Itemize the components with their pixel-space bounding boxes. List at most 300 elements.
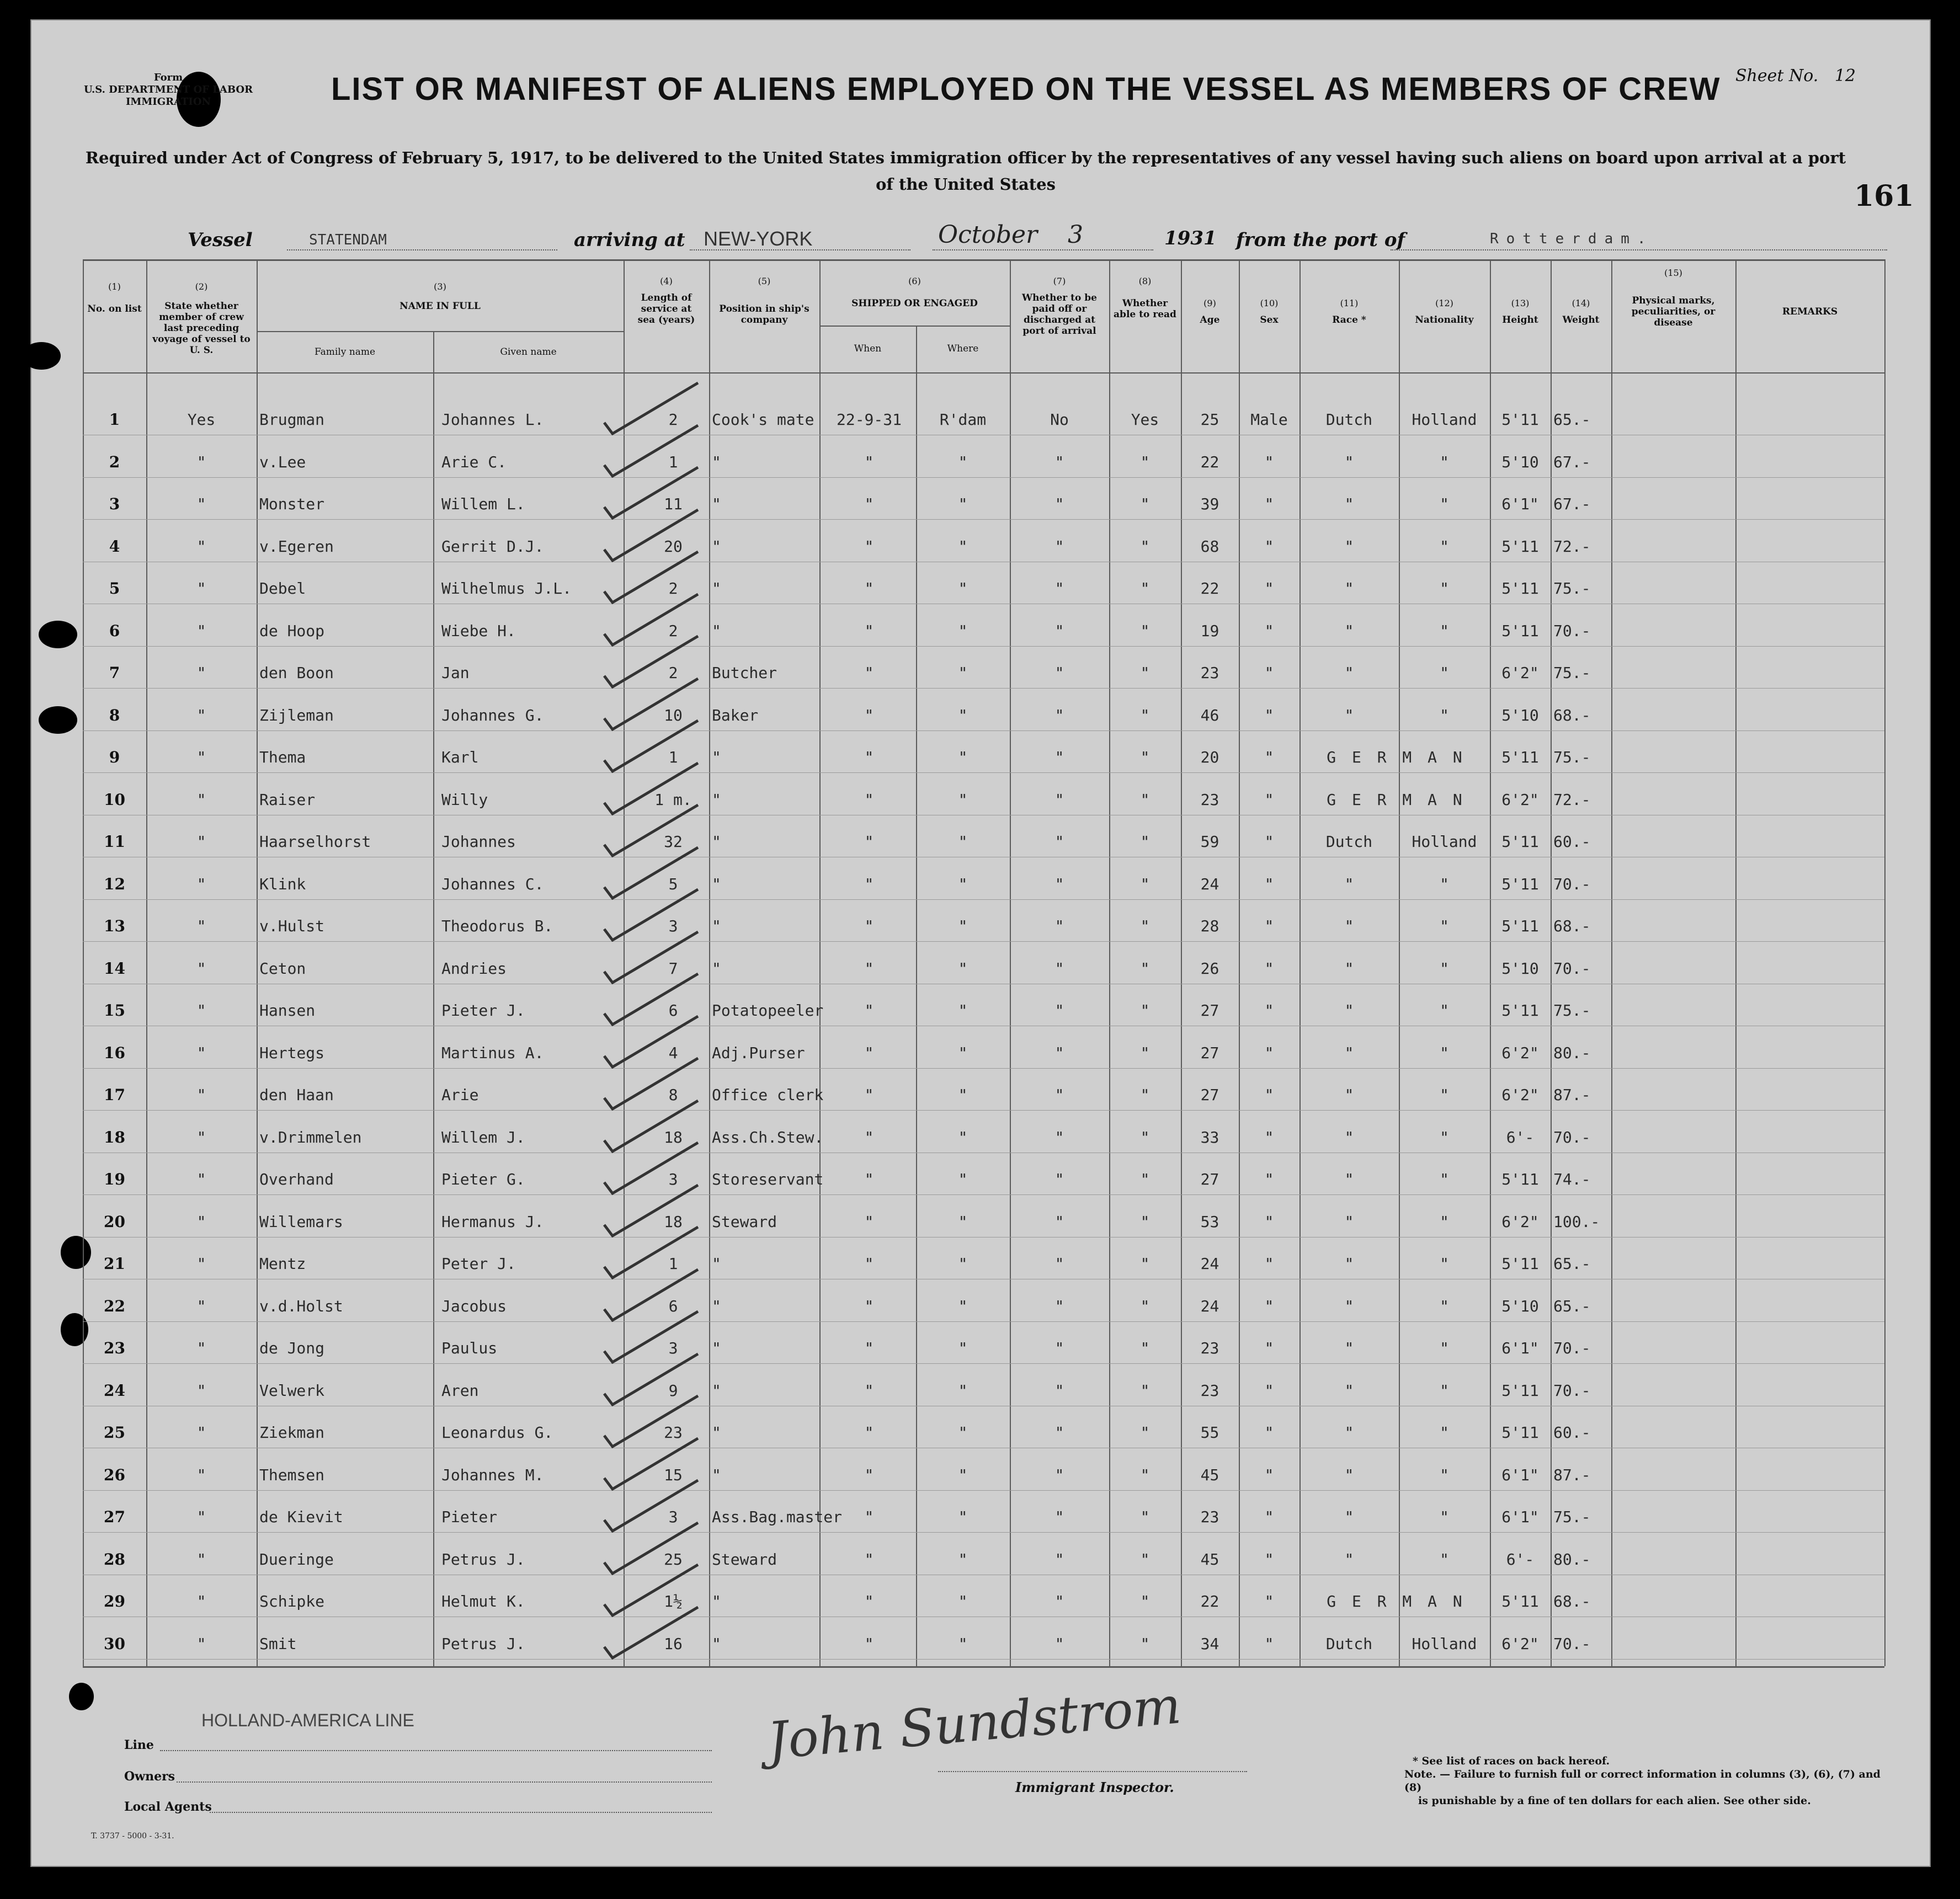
read-cell: " [1140,1255,1150,1273]
when-cell: " [864,1550,874,1569]
crew-cell: " [196,1086,206,1104]
read-cell: " [1140,1339,1150,1357]
sex-cell: " [1264,621,1274,640]
when-cell: " [864,706,874,724]
where-cell: R'dam [939,410,987,429]
family-name-cell: v.d.Holst [259,1297,343,1315]
height-cell: 6'1" [1501,1508,1539,1526]
family-name-cell: Hansen [259,1001,316,1020]
height-cell: 5'11 [1501,1170,1539,1188]
race-cell: " [1344,1465,1354,1484]
height-cell: 5'10 [1501,1297,1539,1315]
crew-cell: " [196,748,206,766]
height-cell: 6'- [1506,1550,1535,1569]
service-cell: 6 [668,1297,678,1315]
where-cell: " [958,1001,968,1020]
paid-cell: " [1054,1255,1064,1273]
sheet-number-block [1735,66,1856,86]
height-cell: 5'11 [1501,1592,1539,1610]
race-cell: " [1344,874,1354,893]
crew-cell: " [196,1423,206,1442]
where-cell: " [958,917,968,935]
height-cell: 6'1" [1501,495,1539,513]
paid-cell: " [1054,706,1064,724]
row-separator [83,646,1884,647]
col-header-shipped: SHIPPED OR ENGAGED [851,298,978,309]
when-cell: " [864,1297,874,1315]
crew-cell: " [196,1381,206,1400]
col-header-family: Family name [314,346,376,358]
where-cell: " [958,874,968,893]
weight-cell: 68.- [1553,706,1591,724]
service-cell: 10 [664,706,683,724]
line-label: Line [124,1738,154,1752]
given-name-cell: Johannes C. [441,874,544,893]
height-cell: 5'11 [1501,833,1539,851]
arrival-day: 3 [1068,221,1083,249]
service-cell: 3 [668,1508,678,1526]
nationality-cell: Holland [1412,410,1477,429]
read-cell: " [1140,664,1150,682]
vessel-label: Vessel [188,229,253,251]
family-name-cell: Smit [259,1634,297,1653]
col-header-age: Age [1200,314,1220,326]
paid-cell: " [1054,452,1064,471]
paid-cell: " [1054,664,1064,682]
position-cell: Potatopeeler [712,1001,824,1020]
crew-cell: " [196,1001,206,1020]
when-cell: " [864,959,874,978]
col-header-read: Whether able to read [1114,298,1176,320]
height-cell: 6'2" [1501,1086,1539,1104]
row-number: 5 [109,579,120,598]
family-name-cell: den Boon [259,664,334,682]
position-cell: " [712,1423,721,1442]
when-cell: " [864,790,874,809]
weight-cell: 100.- [1553,1212,1600,1231]
age-cell: 27 [1200,1043,1219,1062]
read-cell: " [1140,1001,1150,1020]
height-cell: 6'- [1506,1128,1535,1146]
where-cell: " [958,959,968,978]
given-name-cell: Jan [441,664,470,682]
nationality-cell: " [1440,1086,1449,1104]
row-number: 28 [104,1550,125,1569]
sex-cell: " [1264,1001,1274,1020]
given-name-cell: Willy [441,790,488,809]
paid-cell: " [1054,537,1064,556]
nationality-cell: Holland [1412,833,1477,851]
sheet-number: 12 [1834,66,1856,86]
height-cell: 5'11 [1501,1255,1539,1273]
given-name-cell: Arie C. [441,452,507,471]
where-cell: " [958,1086,968,1104]
race-cell: " [1344,1255,1354,1273]
read-cell: " [1140,537,1150,556]
read-cell: " [1140,790,1150,809]
col-header-given: Given name [500,346,557,358]
row-separator [83,1659,1884,1660]
sex-cell: " [1264,537,1274,556]
row-separator [83,730,1884,731]
position-cell: " [712,748,721,766]
race-cell: " [1344,452,1354,471]
row-separator [83,477,1884,478]
nationality-cell: Holland [1412,1634,1477,1653]
when-cell: 22-9-31 [836,410,902,429]
punch-hole [39,621,77,648]
height-cell: 5'11 [1501,1001,1539,1020]
where-cell: " [958,579,968,598]
service-cell: 11 [664,495,683,513]
inspector-signature: John Sundstrom [765,1676,1184,1771]
nationality-cell: " [1440,664,1449,682]
given-name-cell: Wiebe H. [441,621,516,640]
sex-cell: " [1264,1170,1274,1188]
row-number: 4 [109,537,120,556]
service-label: IMMIGRATION [126,96,211,108]
given-name-cell: Leonardus G. [441,1423,553,1442]
nationality-cell: " [1440,1255,1449,1273]
family-name-cell: de Hoop [259,621,325,640]
local-agents-label: Local Agents [124,1800,212,1814]
nationality-cell: " [1440,537,1449,556]
row-number: 26 [104,1465,125,1484]
service-cell: 9 [668,1381,678,1400]
row-number: 9 [109,748,120,766]
height-cell: 5'10 [1501,452,1539,471]
nationality-cell: " [1440,1381,1449,1400]
family-name-cell: Thema [259,748,306,766]
col-header-weight: Weight [1562,314,1600,326]
row-separator [83,772,1884,773]
service-cell: 2 [668,410,678,429]
where-cell: " [958,1212,968,1231]
family-name-cell: Haarselhorst [259,833,371,851]
paid-cell: " [1054,579,1064,598]
service-cell: 1½ [664,1592,683,1610]
when-cell: " [864,1086,874,1104]
family-name-cell: de Kievit [259,1508,343,1526]
height-cell: 5'11 [1501,748,1539,766]
nationality-cell: " [1440,959,1449,978]
height-cell: 6'2" [1501,790,1539,809]
service-cell: 8 [668,1086,678,1104]
crew-cell: " [196,874,206,893]
owners-label: Owners [124,1769,175,1784]
weight-cell: 70.- [1553,1128,1591,1146]
read-cell: " [1140,1465,1150,1484]
service-cell: 3 [668,1339,678,1357]
row-number: 23 [104,1339,125,1357]
nationality-cell: " [1440,1465,1449,1484]
where-cell: " [958,1381,968,1400]
row-number: 30 [104,1634,125,1653]
age-cell: 45 [1200,1550,1219,1569]
where-cell: " [958,1339,968,1357]
nationality-cell: " [1440,579,1449,598]
age-cell: 22 [1200,579,1219,598]
service-cell: 3 [668,1170,678,1188]
paid-cell: " [1054,495,1064,513]
weight-cell: 67.- [1553,495,1591,513]
given-name-cell: Johannes M. [441,1465,544,1484]
height-cell: 6'2" [1501,1043,1539,1062]
sex-cell: " [1264,833,1274,851]
col-header-height: Height [1502,314,1538,326]
family-name-cell: Dueringe [259,1550,334,1569]
row-separator [83,688,1884,689]
race-cell: " [1344,1170,1354,1188]
row-number: 22 [104,1297,125,1315]
given-name-cell: Aren [441,1381,479,1400]
crew-cell: " [196,833,206,851]
weight-cell: 80.- [1553,1550,1591,1569]
punch-hole [69,1683,94,1710]
when-cell: " [864,1634,874,1653]
row-number: 29 [104,1592,125,1610]
given-name-cell: Pieter G. [441,1170,525,1188]
when-cell: " [864,1465,874,1484]
weight-cell: 70.- [1553,1381,1591,1400]
sex-cell: " [1264,1508,1274,1526]
nationality-cell: " [1440,917,1449,935]
col-header-nationality: Nationality [1415,314,1474,326]
family-name-cell: de Jong [259,1339,325,1357]
weight-cell: 75.- [1553,748,1591,766]
sex-cell: " [1264,706,1274,724]
read-cell: " [1140,1634,1150,1653]
crew-cell: " [196,1634,206,1653]
department-label: U.S. DEPARTMENT OF LABOR [83,84,253,95]
age-cell: 24 [1200,874,1219,893]
row-number: 13 [104,917,125,935]
read-cell: " [1140,452,1150,471]
service-cell: 1 [668,452,678,471]
sex-cell: " [1264,874,1274,893]
weight-cell: 68.- [1553,1592,1591,1610]
weight-cell: 70.- [1553,959,1591,978]
family-name-cell: Ziekman [259,1423,325,1442]
when-cell: " [864,1381,874,1400]
sex-cell: " [1264,1255,1274,1273]
family-name-cell: Overhand [259,1170,334,1188]
where-cell: " [958,1128,968,1146]
race-cell: G E R M A N [1327,790,1466,809]
row-number: 14 [104,959,125,978]
crew-cell: " [196,664,206,682]
when-cell: " [864,495,874,513]
age-cell: 23 [1200,1508,1219,1526]
race-cell: " [1344,1043,1354,1062]
service-cell: 2 [668,621,678,640]
nationality-cell: " [1440,1550,1449,1569]
nationality-cell: " [1440,1170,1449,1188]
age-cell: 27 [1200,1170,1219,1188]
when-cell: " [864,1255,874,1273]
age-cell: 33 [1200,1128,1219,1146]
row-number: 21 [104,1255,125,1273]
given-name-cell: Johannes G. [441,706,544,724]
given-name-cell: Petrus J. [441,1550,525,1569]
crew-cell: " [196,1170,206,1188]
where-cell: " [958,495,968,513]
read-cell: Yes [1131,410,1159,429]
race-cell: G E R M A N [1327,1592,1466,1610]
position-cell: " [712,1634,721,1653]
paid-cell: " [1054,1423,1064,1442]
family-name-cell: Themsen [259,1465,325,1484]
service-cell: 1 m. [654,790,692,809]
given-name-cell: Willem L. [441,495,525,513]
position-cell: " [712,1339,721,1357]
position-cell: Steward [712,1212,777,1231]
position-cell: " [712,1592,721,1610]
crew-cell: " [196,1339,206,1357]
where-cell: " [958,1297,968,1315]
paid-cell: No [1050,410,1069,429]
sex-cell: " [1264,1634,1274,1653]
crew-cell: Yes [187,410,216,429]
paid-cell: " [1054,1086,1064,1104]
age-cell: 53 [1200,1212,1219,1231]
where-cell: " [958,1170,968,1188]
service-cell: 6 [668,1001,678,1020]
row-number: 7 [109,664,120,682]
given-name-cell: Helmut K. [441,1592,525,1610]
paid-cell: " [1054,1297,1064,1315]
given-name-cell: Karl [441,748,479,766]
weight-cell: 70.- [1553,1339,1591,1357]
paid-cell: " [1054,1212,1064,1231]
row-separator [83,1194,1884,1195]
given-name-cell: Arie [441,1086,479,1104]
read-cell: " [1140,1086,1150,1104]
vessel-name: STATENDAM [309,232,387,248]
row-separator [83,941,1884,942]
row-number: 15 [104,1001,125,1020]
sex-cell: " [1264,1465,1274,1484]
service-cell: 16 [664,1634,683,1653]
when-cell: " [864,579,874,598]
when-cell: " [864,917,874,935]
service-cell: 18 [664,1212,683,1231]
row-number: 6 [109,621,120,640]
age-cell: 19 [1200,621,1219,640]
family-name-cell: Monster [259,495,325,513]
read-cell: " [1140,1550,1150,1569]
inspector-label: Immigrant Inspector. [1015,1779,1174,1795]
position-cell: " [712,621,721,640]
given-name-cell: Petrus J. [441,1634,525,1653]
paid-cell: " [1054,621,1064,640]
race-cell: " [1344,706,1354,724]
age-cell: 22 [1200,452,1219,471]
age-cell: 25 [1200,410,1219,429]
position-cell: " [712,1381,721,1400]
read-cell: " [1140,1508,1150,1526]
nationality-cell: " [1440,1339,1449,1357]
when-cell: " [864,1508,874,1526]
read-cell: " [1140,959,1150,978]
read-cell: " [1140,1043,1150,1062]
age-cell: 24 [1200,1297,1219,1315]
position-cell: Steward [712,1550,777,1569]
col-header-name: NAME IN FULL [400,301,481,312]
sex-cell: " [1264,959,1274,978]
service-cell: 2 [668,579,678,598]
sex-cell: " [1264,790,1274,809]
weight-cell: 75.- [1553,1001,1591,1020]
family-name-cell: Mentz [259,1255,306,1273]
race-cell: " [1344,1339,1354,1357]
arrival-year: 1931 [1164,227,1217,249]
height-cell: 6'1" [1501,1339,1539,1357]
row-separator [83,1363,1884,1364]
from-port-label: from the port of [1236,229,1405,251]
given-name-cell: Wilhelmus J.L. [441,579,572,598]
arrival-month: October [938,221,1038,249]
height-cell: 5'11 [1501,537,1539,556]
crew-cell: " [196,1297,206,1315]
col-header-no: No. on list [87,303,142,314]
family-name-cell: Velwerk [259,1381,325,1400]
weight-cell: 75.- [1553,1508,1591,1526]
row-number: 20 [104,1212,125,1231]
height-cell: 5'11 [1501,1381,1539,1400]
crew-cell: " [196,1465,206,1484]
sex-cell: " [1264,1297,1274,1315]
when-cell: " [864,664,874,682]
where-cell: " [958,748,968,766]
race-cell: " [1344,1001,1354,1020]
age-cell: 55 [1200,1423,1219,1442]
weight-cell: 72.- [1553,537,1591,556]
race-cell: " [1344,1212,1354,1231]
note-penalty-2: is punishable by a fine of ten dollars for each alien. See other side. [1418,1795,1811,1807]
age-cell: 34 [1200,1634,1219,1653]
height-cell: 5'11 [1501,579,1539,598]
where-cell: " [958,1423,968,1442]
row-separator [83,1110,1884,1111]
crew-cell: " [196,1255,206,1273]
when-cell: " [864,1128,874,1146]
family-name-cell: Klink [259,874,306,893]
crew-cell: " [196,1550,206,1569]
position-cell: " [712,874,721,893]
age-cell: 23 [1200,790,1219,809]
crew-cell: " [196,1508,206,1526]
when-cell: " [864,1170,874,1188]
row-separator [83,1321,1884,1322]
paid-cell: " [1054,1170,1064,1188]
position-cell: " [712,537,721,556]
row-separator [83,899,1884,900]
race-cell: " [1344,959,1354,978]
weight-cell: 87.- [1553,1086,1591,1104]
nationality-cell: " [1440,1297,1449,1315]
row-separator [83,519,1884,520]
crew-cell: " [196,495,206,513]
nationality-cell: " [1440,1128,1449,1146]
height-cell: 6'2" [1501,1634,1539,1653]
race-cell: Dutch [1325,410,1373,429]
position-cell: Adj.Purser [712,1043,805,1062]
position-cell: " [712,1255,721,1273]
race-cell: " [1344,537,1354,556]
col-header-when: When [854,343,882,354]
row-number: 12 [104,874,125,893]
